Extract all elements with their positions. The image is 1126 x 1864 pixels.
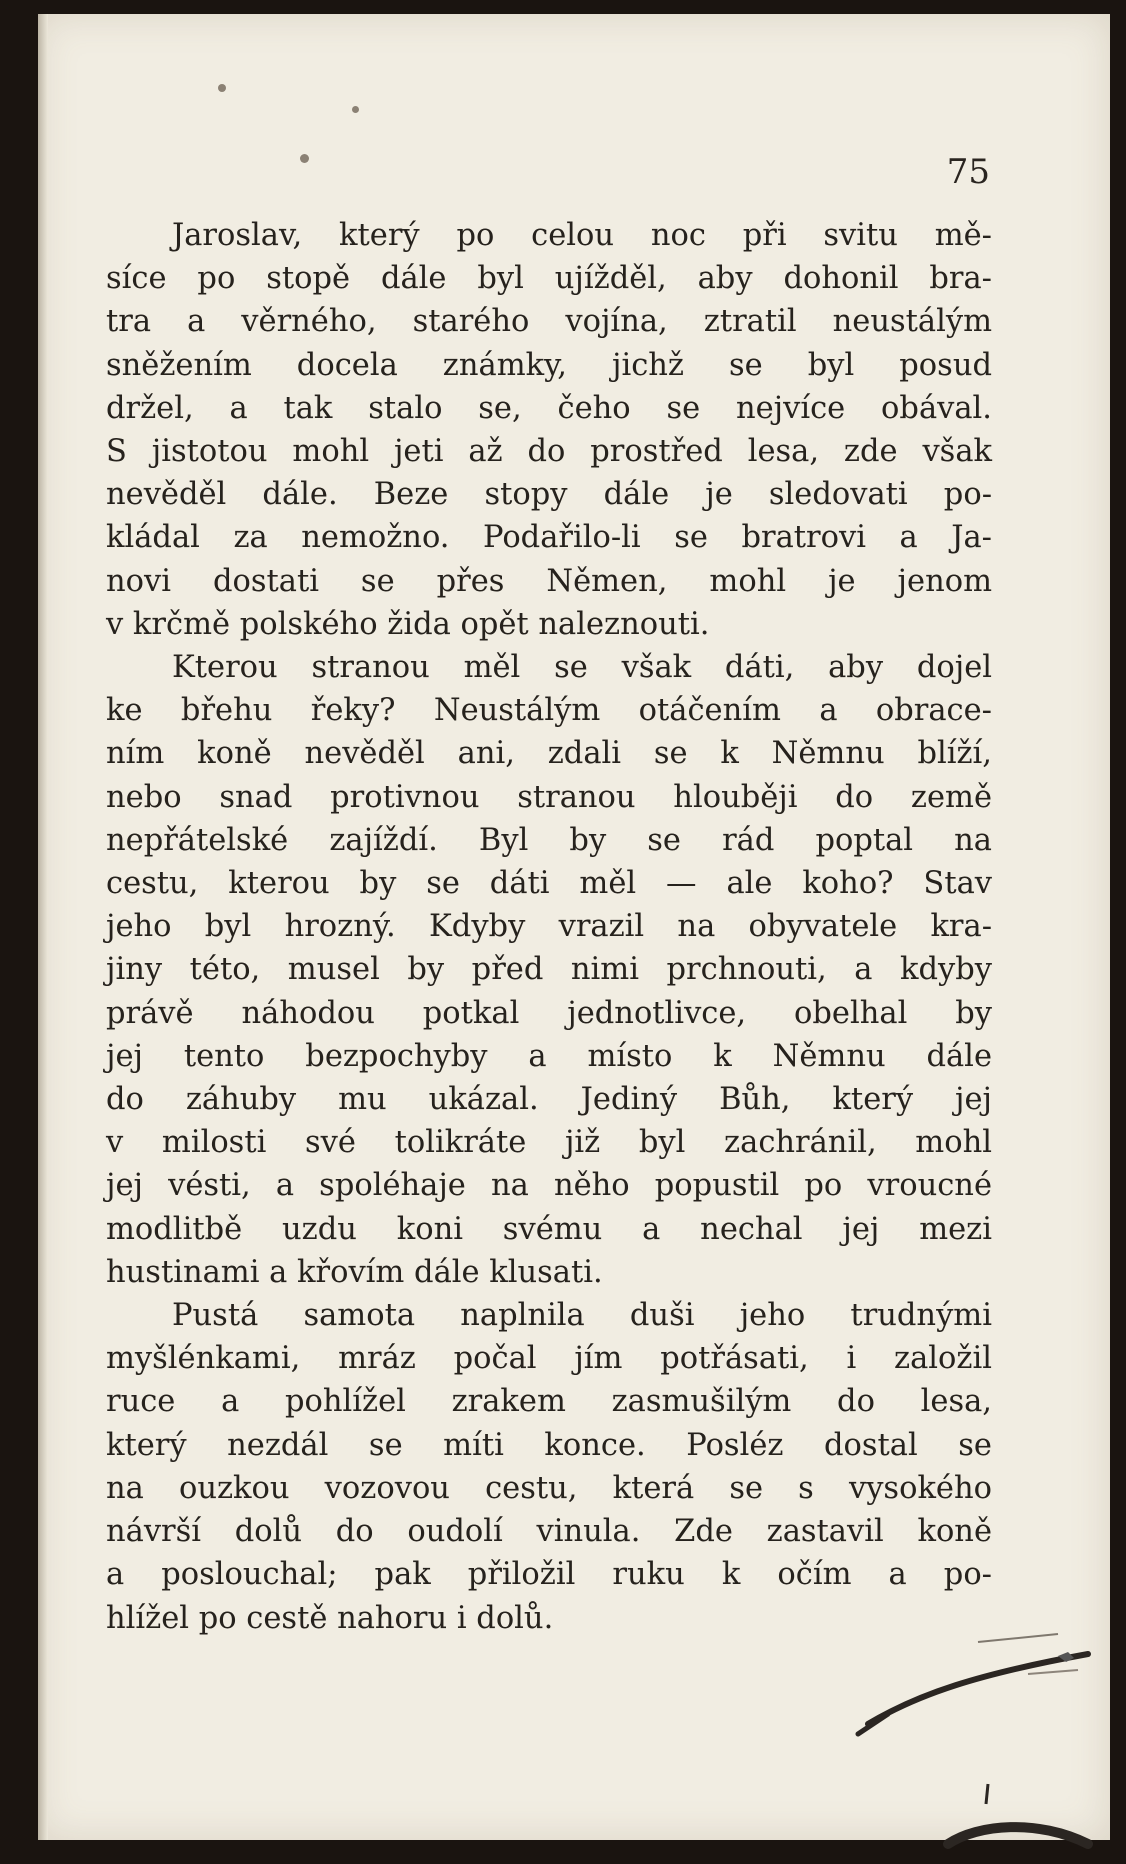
text-line: jiny této, musel by před nimi prchnouti, a kdyby bbox=[106, 952, 992, 988]
text-line: kládal za nemožno. Podařilo-li se bratrovi a Ja- bbox=[106, 520, 992, 556]
body-text bbox=[106, 214, 992, 1640]
text-line: jej tento bezpochyby a místo k Němnu dále bbox=[106, 1038, 992, 1074]
text-line: ním koně nevěděl ani, zdali se k Němnu blíží, bbox=[106, 736, 992, 772]
text-line: v krčmě polského žida opět naleznouti. bbox=[106, 606, 710, 642]
text-line: v milosti své tolikráte již byl zachránil, mohl bbox=[106, 1125, 992, 1161]
text-line: modlitbě uzdu koni svému a nechal jej mezi bbox=[106, 1211, 992, 1247]
text-line: Jaroslav, který po celou noc při svitu mě- bbox=[172, 218, 992, 253]
text-line: ke břehu řeky? Neustálým otáčením a obrace- bbox=[106, 693, 992, 729]
text-line: cestu, kterou by se dáti měl — ale koho? Stav bbox=[106, 866, 992, 902]
text-line: síce po stopě dále byl ujížděl, aby dohonil bra- bbox=[106, 261, 992, 297]
text-line: Pustá samota naplnila duši jeho trudnými bbox=[172, 1298, 992, 1334]
text-line: nepřátelské zajíždí. Byl by se rád poptal na bbox=[106, 822, 992, 858]
print-speck bbox=[300, 154, 309, 163]
text-line: do záhuby mu ukázal. Jediný Bůh, který jej bbox=[106, 1082, 992, 1118]
text-line: na ouzkou vozovou cestu, která se s vysokého bbox=[106, 1470, 992, 1506]
text-line: novi dostati se přes Němen, mohl je jenom bbox=[106, 563, 992, 599]
text-line: jeho byl hrozný. Kdyby vrazil na obyvatele kra- bbox=[106, 909, 992, 945]
text-line: hustinami a křovím dále klusati. bbox=[106, 1254, 603, 1290]
book-page bbox=[38, 14, 1110, 1840]
text-line: návrší dolů do oudolí vinula. Zde zastavil koně bbox=[106, 1514, 992, 1550]
text-line: Kterou stranou měl se však dáti, aby dojel bbox=[172, 650, 992, 686]
text-line: S jistotou mohl jeti až do prostřed lesa, zde však bbox=[106, 434, 992, 470]
print-speck bbox=[218, 84, 226, 92]
text-line: a poslouchal; pak přiložil ruku k očím a po- bbox=[106, 1557, 992, 1593]
text-line: nebo snad protivnou stranou hlouběji do země bbox=[106, 779, 992, 815]
text-line: právě náhodou potkal jednotlivce, obelhal by bbox=[106, 995, 992, 1031]
text-line: držel, a tak stalo se, čeho se nejvíce obával. bbox=[106, 390, 992, 426]
pencil-scribble bbox=[828, 1574, 1126, 1864]
page-binding-edge bbox=[38, 14, 48, 1840]
page-number: 75 bbox=[946, 152, 990, 192]
text-line: myšlénkami, mráz počal jím potřásati, i založil bbox=[106, 1341, 992, 1377]
text-line: nevěděl dále. Beze stopy dále je sledovati po- bbox=[106, 477, 992, 513]
text-line: hlížel po cestě nahoru i dolů. bbox=[106, 1600, 554, 1636]
text-line: ruce a pohlížel zrakem zasmušilým do lesa, bbox=[106, 1384, 992, 1420]
text-line: tra a věrného, starého vojína, ztratil neustálým bbox=[106, 304, 992, 340]
print-speck bbox=[352, 106, 359, 113]
text-line: jej vésti, a spoléhaje na něho popustil po vroucné bbox=[106, 1168, 992, 1204]
text-line: který nezdál se míti konce. Posléz dostal se bbox=[106, 1427, 992, 1463]
text-line: sněžením docela známky, jichž se byl posud bbox=[106, 347, 992, 383]
